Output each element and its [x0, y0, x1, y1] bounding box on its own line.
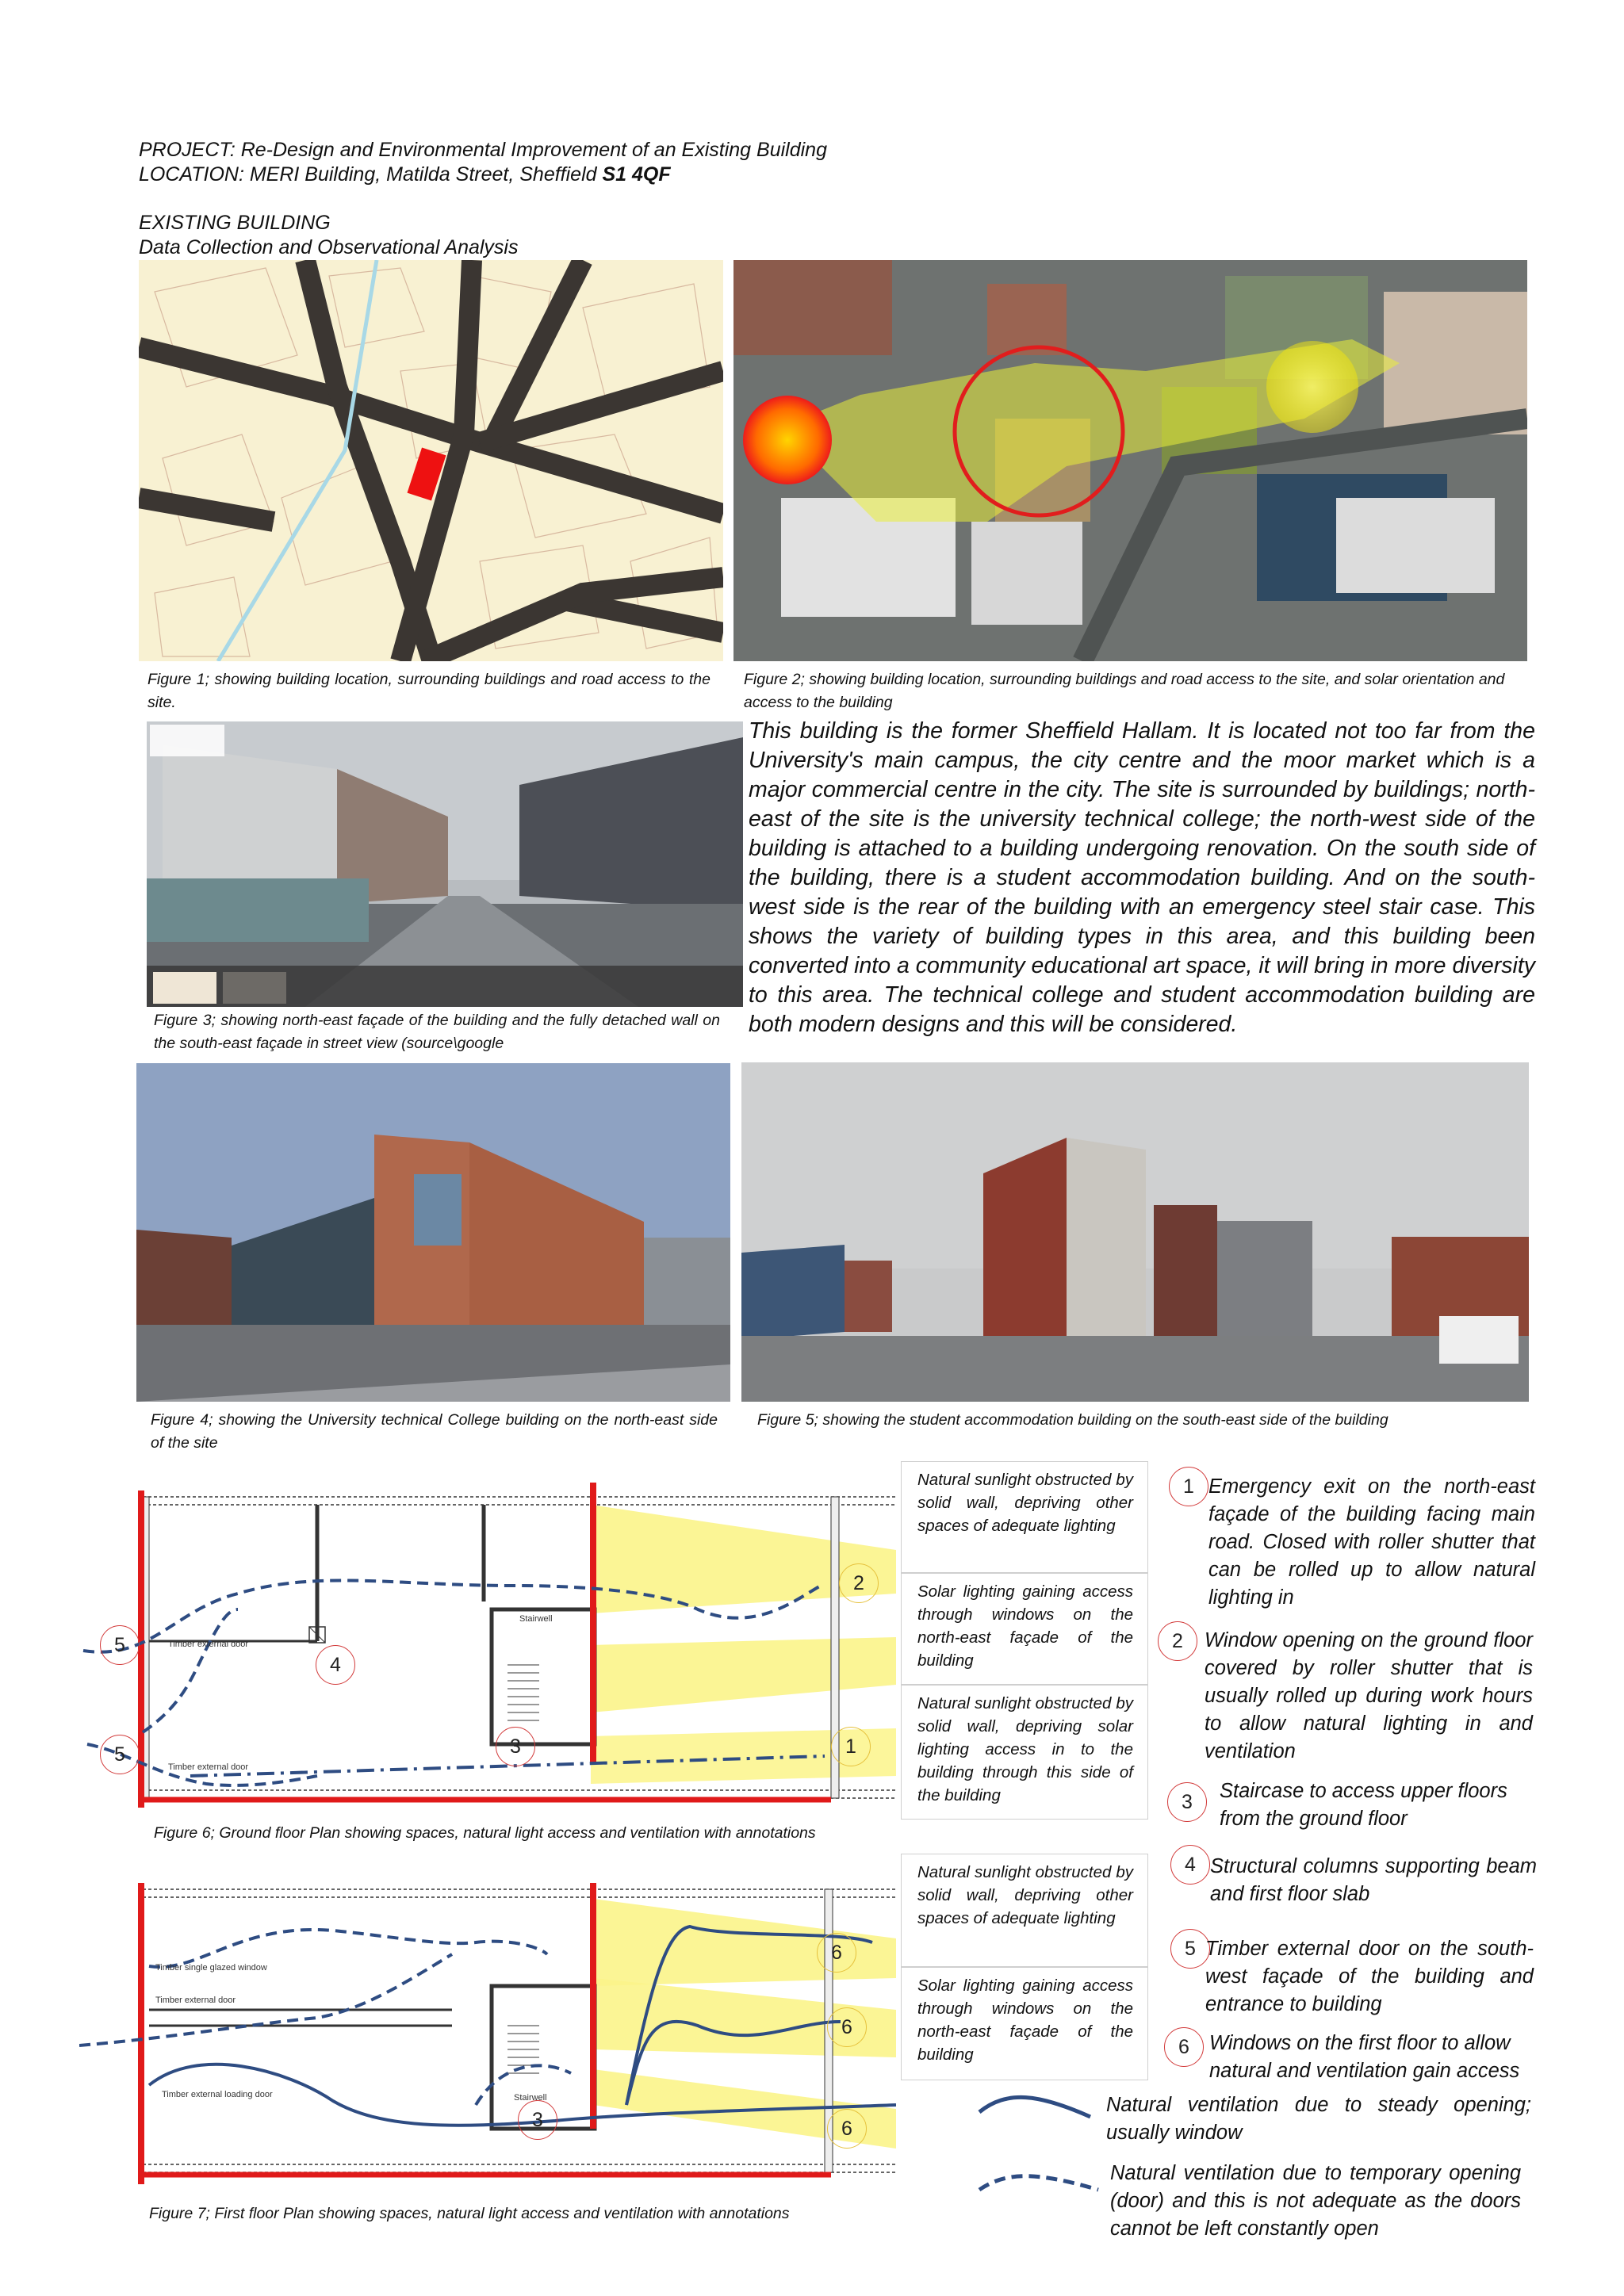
ground-floor-plan	[79, 1475, 896, 1816]
legend-marker-6: 6	[1164, 2027, 1204, 2067]
marker-5b: 5	[100, 1735, 140, 1774]
window-label-first: Timber single glazed window	[155, 1963, 267, 1973]
legend-text-4: Structural columns supporting beam and first floor slab	[1210, 1855, 1537, 1905]
figure-4-caption: Figure 4; showing the University technical College building on the north-east side of the site	[151, 1411, 718, 1452]
marker-3: 3	[496, 1727, 535, 1766]
project-location	[139, 163, 671, 187]
legend-dashed-line-text: Natural ventilation due to temporary opening (door) and this is not adequate as the doors cannot be left constantly open	[1110, 2162, 1521, 2240]
figure-2-caption: Figure 2; showing building location, surrounding buildings and road access to the site, and solar orientation and access to the building	[744, 671, 1505, 711]
door-label-upper: Timber external door	[168, 1640, 249, 1649]
marker-6c: 6	[827, 2109, 867, 2149]
site-description: This building is the former Sheffield Hallam. It is located not too far from the University's main campus, the city centre and the moor market which is a major commercial centre in the city. The site is surrounded by buildings; north-east of the site is the university technical college; the north-west side of the building is attached to a building undergoing renovation. On the south side of the building, there is a student accommodation building. And on the south-west side is the rear of the building with an emergency steel stair case. This shows the variety of building types in this area, and this building been converted into a community educational art space, it will bring in more diversity to this area. The technical college and student accommodation building are both modern designs and this will be considered.	[749, 718, 1535, 1037]
stairwell-label: Stairwell	[519, 1614, 553, 1624]
figure-4-utc-building	[136, 1063, 730, 1402]
legend-marker-4: 4	[1170, 1845, 1210, 1885]
figure-5-student-accommodation	[741, 1062, 1529, 1402]
project-title: PROJECT: Re-Design and Environmental Improvement of an Existing Building	[139, 139, 827, 161]
door-label-lower: Timber external door	[168, 1762, 249, 1772]
marker-2: 2	[839, 1563, 879, 1603]
first-floor-plan	[79, 1867, 896, 2208]
legend-marker-1: 1	[1169, 1467, 1208, 1506]
ground-note-1: Natural sunlight obstructed by solid wall, depriving other spaces of adequate lighting	[901, 1461, 1148, 1573]
marker-6a: 6	[817, 1933, 856, 1973]
marker-1: 1	[831, 1727, 871, 1766]
postcode: S1 4QF	[602, 163, 671, 186]
figure-2-aerial	[733, 260, 1527, 661]
ground-note-2: Solar lighting gaining access through windows on the north-east façade of the building	[901, 1573, 1148, 1685]
figure-6-caption: Figure 6; Ground floor Plan showing spaces, natural light access and ventilation with annotations	[154, 1824, 816, 1842]
legend-marker-5: 5	[1170, 1929, 1210, 1969]
ground-note-3: Natural sunlight obstructed by solid wall, depriving solar lighting access in to the building through this side of the building	[901, 1685, 1148, 1820]
loading-door-label: Timber external loading door	[162, 2090, 273, 2099]
legend-marker-3: 3	[1167, 1782, 1207, 1822]
legend-solid-line-text: Natural ventilation due to steady opening; usually window	[1106, 2094, 1531, 2144]
legend-text-2: Window opening on the ground floor covered by roller shutter that is usually rolled up during work hours to allow natural lighting in and ventilation	[1205, 1629, 1533, 1762]
legend-marker-2: 2	[1158, 1621, 1197, 1661]
legend-text-1: Emergency exit on the north-east façade of the building facing main road. Closed with roller shutter that can be rolled up to allow natural lighting in	[1208, 1475, 1535, 1609]
figure-7-caption: Figure 7; First floor Plan showing spaces, natural light access and ventilation with annotations	[149, 2205, 790, 2222]
figure-3-streetview	[147, 721, 743, 1007]
section-subtitle: Data Collection and Observational Analysis	[139, 236, 519, 258]
legend-text-3: Staircase to access upper floors from the ground floor	[1220, 1780, 1507, 1830]
figure-1-caption: Figure 1; showing building location, surrounding buildings and road access to the site.	[147, 671, 710, 711]
marker-5a: 5	[100, 1625, 140, 1665]
legend-text-6: Windows on the first floor to allow natural and ventilation gain access	[1209, 2032, 1520, 2082]
first-note-2: Solar lighting gaining access through windows on the north-east façade of the building	[901, 1967, 1148, 2080]
marker-6b: 6	[827, 2007, 867, 2047]
legend-solid-line-sample	[975, 2090, 1094, 2122]
section-title: EXISTING BUILDING	[139, 212, 331, 234]
marker-3-first: 3	[518, 2100, 557, 2140]
marker-4: 4	[316, 1645, 355, 1685]
figure-5-caption: Figure 5; showing the student accommodation building on the south-east side of the building	[757, 1411, 1388, 1429]
stairwell-label-first: Stairwell	[514, 2093, 547, 2103]
door-label-first: Timber external door	[155, 1996, 236, 2005]
legend-text-5: Timber external door on the south-west façade of the building and entrance to building	[1205, 1938, 1534, 2015]
location-text: LOCATION: MERI Building, Matilda Street, Sheffield	[139, 163, 603, 186]
figure-1-map	[139, 260, 723, 661]
figure-3-caption: Figure 3; showing north-east façade of the building and the fully detached wall on the south-east façade in street view (source\google	[154, 1012, 720, 1052]
first-note-1: Natural sunlight obstructed by solid wall, depriving other spaces of adequate lighting	[901, 1854, 1148, 1967]
legend-dashed-line-sample	[975, 2164, 1102, 2196]
